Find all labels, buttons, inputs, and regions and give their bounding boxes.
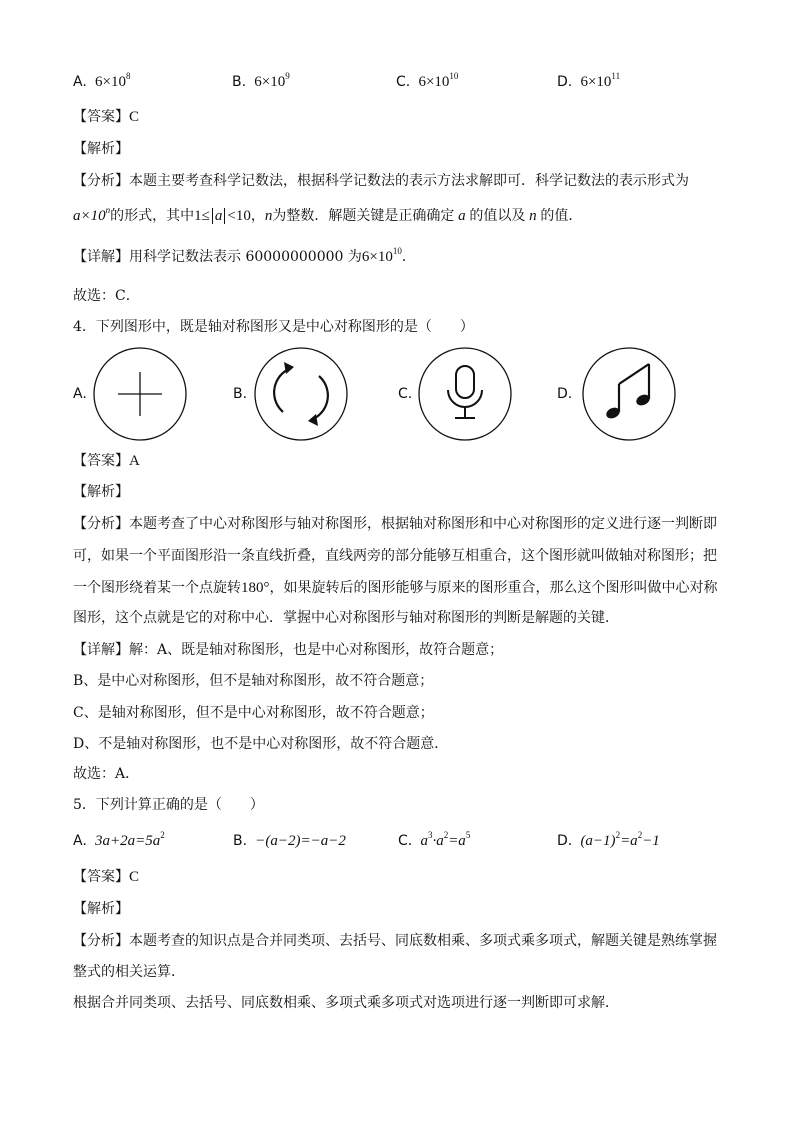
q4-analysis-line-3: 一个图形绕着某一个点旋转180°，如果旋转后的图形能够与原来的图形重合，那么这个图形叫做中心对称: [73, 580, 718, 596]
q4-answer: 【答案】A: [73, 453, 140, 469]
rotating-arrows-in-circle-icon: [251, 344, 351, 444]
q5-option-b: [233, 831, 346, 851]
q4-detail-line-a: 【详解】解：A、既是轴对称图形，也是中心对称图形，故符合题意；: [73, 642, 504, 658]
option-expression: $(a-1)^2=a^2-1$: [580, 830, 660, 849]
q4-detail-line-d: D、不是轴对称图形，也不是中心对称图形，故不符合题意．: [73, 736, 449, 752]
q5-answer: 【答案】C: [73, 869, 140, 885]
q4-option-b-letter: B.: [233, 386, 248, 402]
q4-option-a-letter: A.: [73, 386, 87, 402]
q5-option-a: [73, 831, 165, 851]
q5-analysis-line-2: 整式的相关运算．: [73, 964, 185, 980]
q4-analysis-line-4: 图形，这个点就是它的对称中心．掌握中心对称图形与轴对称图形的判断是解题的关键．: [73, 610, 619, 626]
q4-detail-line-c: C、是轴对称图形，但不是中心对称图形，故不符合题意；: [73, 705, 434, 721]
option-value: $6\times 10^9$: [254, 71, 290, 90]
option-letter: C.: [396, 74, 411, 90]
option-letter: A.: [73, 833, 87, 849]
q4-stem: 4．下列图形中，既是轴对称图形又是中心对称图形的是（ ）: [73, 319, 474, 335]
q3-option-d: [557, 72, 620, 92]
q5-analysis-line-3: 根据合并同类项、去括号、同底数相乘、多项式乘多项式对选项进行逐一判断即可求解．: [73, 995, 619, 1011]
q3-option-c: [396, 72, 458, 92]
q3-option-a: [73, 72, 130, 92]
q4-final-choice: 故选：A．: [73, 766, 140, 782]
q5-option-c: [398, 831, 470, 851]
q3-analysis-line-2: $a\times 10^n$的形式，其中1≤ a <10，n为整数．解题关键是正确确定 a 的值以及 n 的值．: [73, 205, 583, 224]
q3-analysis-line-1: 【分析】本题主要考查科学记数法，根据科学记数法的表示方法求解即可．科学记数法的表示形式为: [73, 173, 689, 189]
q4-option-c-letter: C.: [398, 386, 413, 402]
option-letter: B.: [233, 833, 248, 849]
q3-final-choice: 故选：C．: [73, 288, 140, 304]
q3-jiexi-heading: 【解析】: [73, 141, 129, 157]
option-expression: $3a+2a=5a^2$: [94, 830, 165, 849]
option-letter: A.: [73, 74, 87, 90]
music-note-in-circle-icon: [579, 344, 679, 444]
option-value: $6\times 10^{11}$: [580, 71, 621, 90]
option-expression: −(a−2)=−a−2: [255, 833, 346, 849]
q3-detail: 【详解】用科学记数法表示 60000000000 为$6\times 10^{10}$．: [73, 246, 416, 265]
option-expression: $a^3\cdot a^2=a^5$: [420, 830, 471, 849]
option-value: $6\times 10^8$: [94, 71, 131, 90]
option-letter: D.: [557, 74, 573, 90]
option-letter: C.: [398, 833, 413, 849]
option-letter: B.: [232, 74, 247, 90]
q3-option-b: [232, 72, 290, 92]
q3-answer: 【答案】C: [73, 109, 140, 125]
q5-stem: 5．下列计算正确的是（ ）: [73, 797, 264, 813]
q5-jiexi-heading: 【解析】: [73, 901, 129, 917]
plus-in-circle-icon: [90, 344, 190, 444]
q5-analysis-line-1: 【分析】本题考查的知识点是合并同类项、去括号、同底数相乘、多项式乘多项式，解题关键是熟练掌握: [73, 933, 717, 949]
q4-option-d-letter: D.: [557, 386, 573, 402]
q4-analysis-line-1: 【分析】本题考查了中心对称图形与轴对称图形，根据轴对称图形和中心对称图形的定义进行逐一判断即: [73, 516, 717, 532]
q4-analysis-line-2: 可，如果一个平面图形沿一条直线折叠，直线两旁的部分能够互相重合，这个图形就叫做轴对称图形；把: [73, 548, 717, 564]
q4-jiexi-heading: 【解析】: [73, 484, 129, 500]
microphone-in-circle-icon: [415, 344, 515, 444]
option-letter: D.: [557, 833, 573, 849]
option-value: $6\times 10^{10}$: [418, 71, 459, 90]
q5-option-d: [557, 831, 660, 851]
q4-detail-line-b: B、是中心对称图形，但不是轴对称图形，故不符合题意；: [73, 673, 434, 689]
